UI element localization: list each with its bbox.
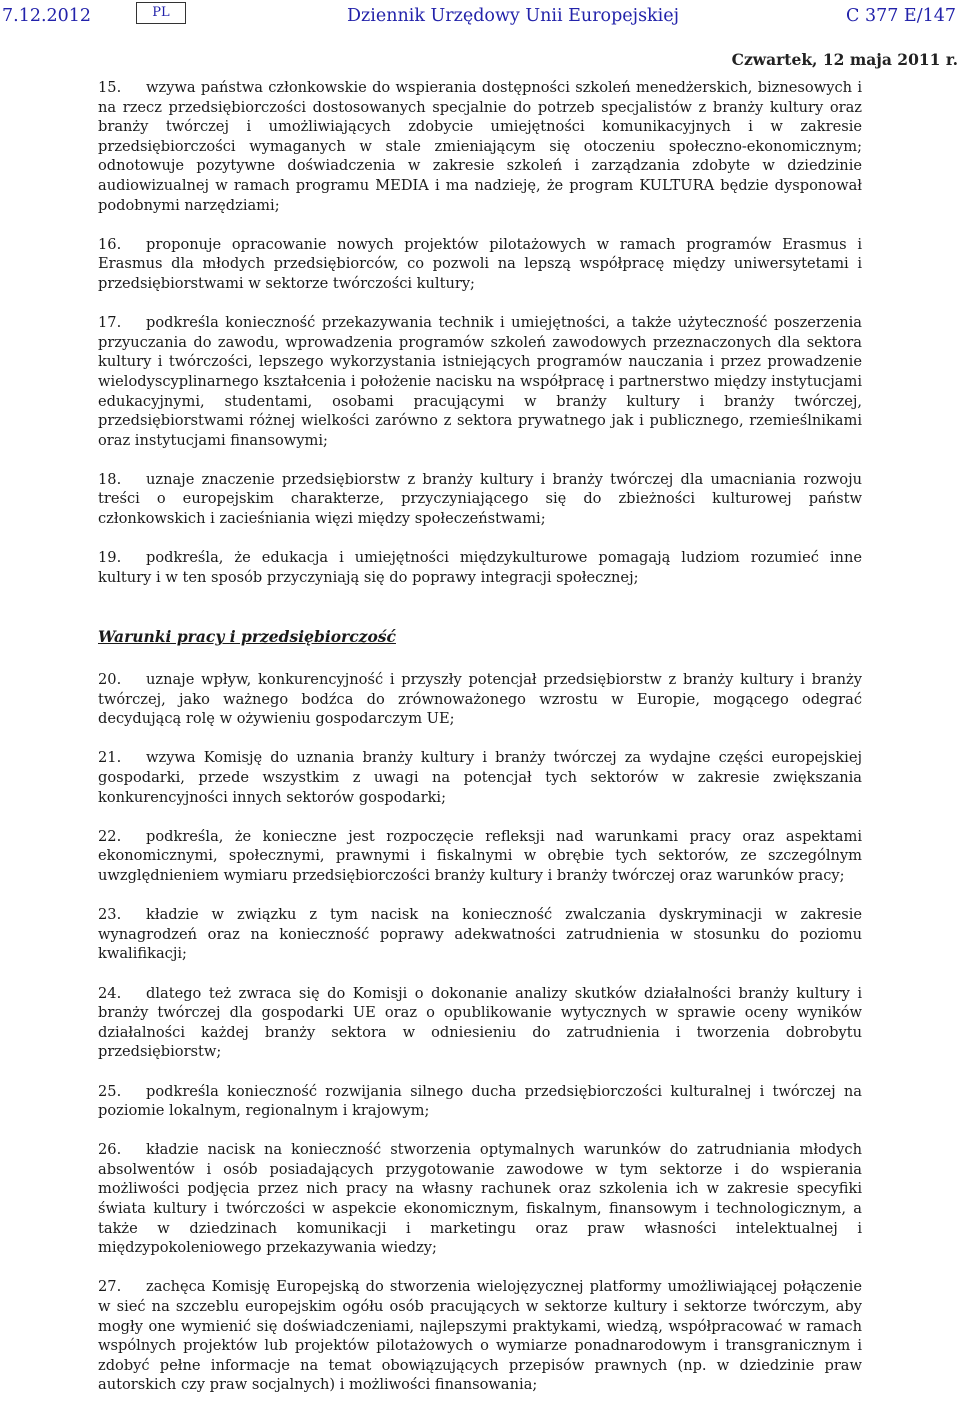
- sitting-date: Czwartek, 12 maja 2011 r.: [731, 50, 958, 69]
- paragraph-text: kładzie w związku z tym nacisk na konieczność zwalczania dyskryminacji w zakresie wynagrodzeń oraz na konieczność poprawy adekwatności zatrudnienia w stosunku do poziomu kwalifikacji;: [98, 906, 862, 963]
- document-body: [98, 78, 862, 1415]
- numbered-paragraph: [98, 984, 862, 1062]
- paragraph-text: podkreśla, że konieczne jest rozpoczęcie refleksji nad warunkami pracy oraz aspektami ekonomicznymi, społecznymi, prawnymi i fiskalnymi w obrębie tych sektorów, ze szczególnym uwzględnieniem wymiaru przedsiębiorczości branży kultury i branży twórczej oraz warunków pracy;: [98, 827, 862, 884]
- numbered-paragraph: [98, 748, 862, 807]
- paragraph-text: podkreśla, że edukacja i umiejętności międzykulturowe pomagają ludziom rozumieć inne kultury i w ten sposób przyczyniają się do poprawy integracji społecznej;: [98, 549, 862, 586]
- numbered-paragraph: [98, 670, 862, 729]
- paragraph-text: dlatego też zwraca się do Komisji o dokonanie analizy skutków działalności branży kultury i branży twórczej dla gospodarki UE oraz o opublikowanie wytycznych w sprawie oceny wyników działalności każdej branży sektora w odniesieniu do zatrudnienia i tworzenia dobrobytu przedsiębiorstw;: [98, 984, 862, 1061]
- numbered-paragraph: [98, 905, 862, 964]
- numbered-paragraph: [98, 548, 862, 587]
- paragraph-number: 23.: [98, 906, 122, 924]
- paragraph-number: 22.: [98, 827, 122, 845]
- paragraph-text: podkreśla konieczność przekazywania technik i umiejętności, a także użyteczność poszerzenia przyuczania do zawodu, wprowadzenia programów szkoleń zawodowych przeznaczonych dla sektora kultury i twórczości, lepszego wykorzystania istniejących programów nauczania i przez prowadzenie wielodyscyplinarnego kształcenia i położenie nacisku na współpracę i partnerstwo między instytucjami edukacyjnymi, studentami, osobami pracującymi w branży kultury i branży twórczej, przedsiębiorstwami różnej wielkości zarówno z sektora prywatnego jak i publicznego, rzemieślnikami oraz instytucjami finansowymi;: [98, 314, 862, 449]
- publication-date: 7.12.2012: [2, 6, 92, 26]
- paragraph-number: 19.: [98, 549, 122, 567]
- paragraph-number: 26.: [98, 1141, 122, 1159]
- page-header: [0, 0, 960, 40]
- numbered-paragraph: [98, 313, 862, 450]
- numbered-paragraph: [98, 1082, 862, 1121]
- paragraph-text: kładzie nacisk na konieczność stworzenia optymalnych warunków do zatrudniania młodych absolwentów i osób posiadających przygotowanie zawodowe w tym sektorze i do wspierania możliwości podjęcia przez nich pracy na własny rachunek oraz szkolenia ich w zakresie specyfiki świata kultury i twórczości w aspekcie ekonomicznym, fiskalnym, finansowym i technologicznym, a także w dziedzinach komunikacji i marketingu oraz praw własności intelektualnej i międzypokoleniowego przekazywania wiedzy;: [98, 1141, 862, 1257]
- paragraph-number: 17.: [98, 314, 122, 332]
- paragraph-text: proponuje opracowanie nowych projektów pilotażowych w ramach programów Erasmus i Erasmus dla młodych przedsiębiorców, co pozwoli na lepszą współpracę między uniwersytetami i przedsiębiorstwami w sektorze twórczości kultury;: [98, 235, 862, 292]
- paragraph-number: 20.: [98, 671, 122, 689]
- language-badge: PL: [136, 2, 186, 24]
- paragraph-number: 18.: [98, 470, 122, 488]
- paragraph-number: 24.: [98, 984, 122, 1002]
- paragraph-number: 25.: [98, 1082, 122, 1100]
- numbered-paragraph: [98, 470, 862, 529]
- journal-title: Dziennik Urzędowy Unii Europejskiej: [347, 6, 680, 26]
- paragraph-number: 16.: [98, 235, 122, 253]
- paragraph-number: 27.: [98, 1278, 122, 1296]
- paragraph-text: podkreśla konieczność rozwijania silnego ducha przedsiębiorczości kulturalnej i twórczej na poziomie lokalnym, regionalnym i krajowym;: [98, 1082, 862, 1120]
- numbered-paragraph: [98, 1140, 862, 1258]
- journal-reference: C 377 E/147: [846, 6, 956, 26]
- paragraph-group-b: [98, 670, 862, 1395]
- paragraph-text: uznaje znaczenie przedsiębiorstw z branży kultury i branży twórczej dla umacniania rozwoju treści o europejskim charakterze, przyczyniającego się do zbieżności kulturowej państw członkowskich i zacieśniania więzi między społeczeństwami;: [98, 470, 862, 528]
- paragraph-text: uznaje wpływ, konkurencyjność i przyszły potencjał przedsiębiorstw z branży kultury i branży twórczej, jako ważnego bodźca do zrównoważonego wzrostu w Europie, mogącego odegrać decydującą rolę w ożywieniu gospodarczym UE;: [98, 671, 862, 728]
- numbered-paragraph: [98, 235, 862, 294]
- numbered-paragraph: [98, 1277, 862, 1395]
- paragraph-number: 15.: [98, 79, 122, 96]
- section-title: Warunki pracy i przedsiębiorczość: [98, 627, 396, 647]
- paragraph-text: wzywa Komisję do uznania branży kultury i branży twórczej za wydajne części europejskiej gospodarki, przede wszystkim z uwagi na potencjał tych sektorów w zakresie zwiększania konkurencyjności innych sektorów gospodarki;: [98, 749, 862, 806]
- numbered-paragraph: [98, 78, 862, 215]
- paragraph-number: 21.: [98, 749, 122, 767]
- paragraph-text: wzywa państwa członkowskie do wspierania dostępności szkoleń menedżerskich, biznesowych i na rzecz przedsiębiorczości dostosowanych specjalnie do potrzeb specjalistów z branży kultury oraz branży twórczej i umożliwiających zdobycie umiejętności komunikacyjnych i w zakresie przedsiębiorczości wymaganych w stale zmieniającym się otoczeniu społeczno-ekonomicznym; odnotowuje pozytywne doświadczenia w zakresie szkoleń i zarządzania zdobyte w dziedzinie audiowizualnej w ramach programu MEDIA i ma nadzieję, że program KULTURA będzie dysponował podobnymi narzędziami;: [98, 79, 862, 214]
- paragraph-group-a: [98, 78, 862, 587]
- numbered-paragraph: [98, 827, 862, 886]
- paragraph-text: zachęca Komisję Europejską do stworzenia wielojęzycznej platformy umożliwiającej połączenie w sieć na szczeblu europejskim ogółu osób pracujących w sektorze kultury i sektorze twórczym, aby mogły one wymienić się doświadczeniami, najlepszymi praktykami, wiedzą, współpracować w ramach wspólnych projektów lub projektów pilotażowych o wymiarze ponadnarodowym i transgranicznym i zdobyć pełne informacje na temat obowiązujących przepisów prawnych (np. w dziedzinie praw autorskich czy praw socjalnych) i możliwości finansowania;: [98, 1278, 862, 1394]
